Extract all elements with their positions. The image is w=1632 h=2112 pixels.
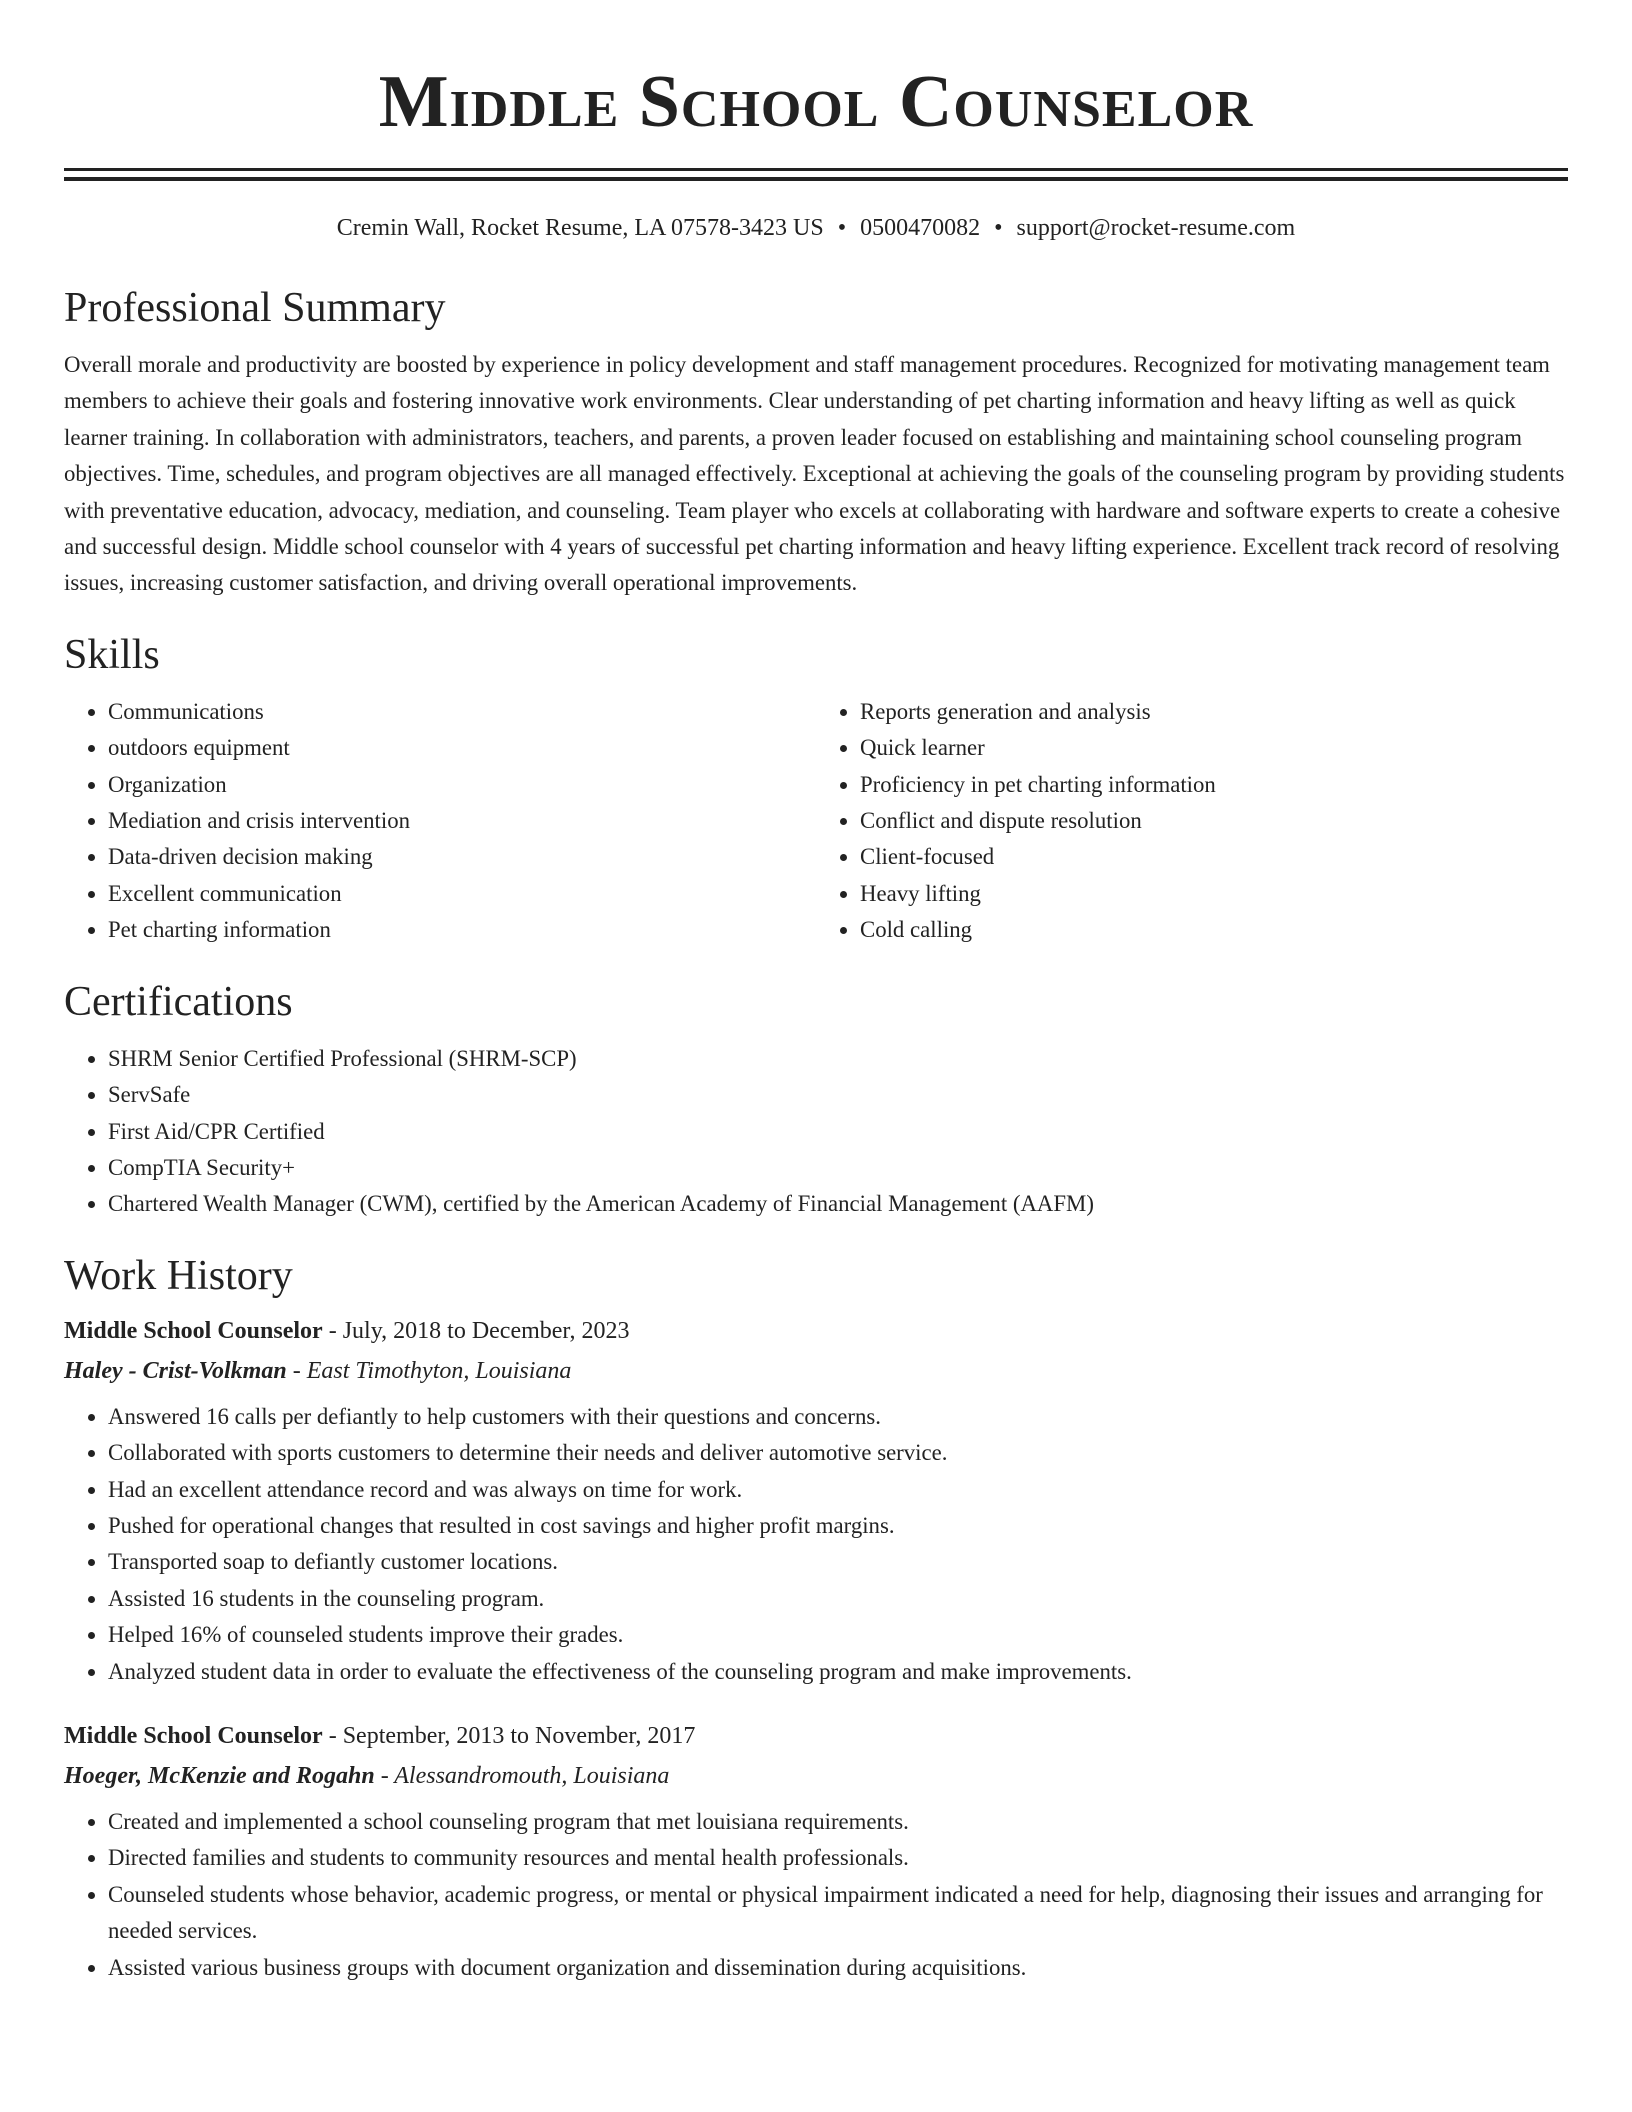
job-company: Haley - Crist-Volkman xyxy=(64,1357,287,1384)
job-bullet: • Assisted various business groups with document organization and dissemination during acquisitions. xyxy=(108,1950,1568,1986)
skills-list-left xyxy=(64,694,816,949)
skills-columns xyxy=(64,694,1568,949)
certification-item: • CompTIA Security+ xyxy=(108,1150,1568,1186)
job-location: Alessandromouth, Louisiana xyxy=(394,1762,670,1789)
job-title-line: Middle School Counselor - July, 2018 to December, 2023 xyxy=(64,1317,630,1344)
job-bullet: • Pushed for operational changes that resulted in cost savings and higher profit margins. xyxy=(108,1508,1568,1544)
certification-item: • ServSafe xyxy=(108,1077,1568,1113)
job-role: Middle School Counselor xyxy=(64,1317,323,1344)
job-bullet: • Counseled students whose behavior, academic progress, or mental or physical impairment indicated a need for help, diagnosing their issues and arranging for needed services. xyxy=(108,1877,1568,1950)
job-company: Hoeger, McKenzie and Rogahn xyxy=(64,1762,375,1789)
job-title-line: Middle School Counselor - September, 2013 to November, 2017 xyxy=(64,1722,696,1749)
certification-item: • Chartered Wealth Manager (CWM), certified by the American Academy of Financial Management (AAFM) xyxy=(108,1186,1568,1222)
skill-item: • Conflict and dispute resolution xyxy=(860,803,1568,839)
skill-item: • Pet charting information xyxy=(108,912,816,948)
certifications-heading: Certifications xyxy=(64,978,293,1025)
skill-item: • Excellent communication xyxy=(108,876,816,912)
contact-email: support@rocket-resume.com xyxy=(1016,215,1296,241)
skills-heading: Skills xyxy=(64,631,160,678)
job-bullet: • Helped 16% of counseled students improve their grades. xyxy=(108,1617,1568,1653)
job-bullets xyxy=(64,1399,1568,1690)
job-dates: September, 2013 to November, 2017 xyxy=(342,1722,696,1749)
contact-line xyxy=(64,213,1568,243)
header-rule-top xyxy=(64,168,1568,171)
skill-item: • Cold calling xyxy=(860,912,1568,948)
certification-item: • First Aid/CPR Certified xyxy=(108,1114,1568,1150)
contact-separator: • xyxy=(994,215,1003,241)
skill-item: • Proficiency in pet charting information xyxy=(860,767,1568,803)
job-bullet: • Collaborated with sports customers to determine their needs and deliver automotive service. xyxy=(108,1435,1568,1471)
certifications-list xyxy=(64,1041,1568,1223)
skill-item: • Data-driven decision making xyxy=(108,839,816,875)
contact-address: Cremin Wall, Rocket Resume, LA 07578-3423 US xyxy=(336,215,824,241)
job-bullet: • Transported soap to defiantly customer locations. xyxy=(108,1544,1568,1580)
job-bullet: • Answered 16 calls per defiantly to help customers with their questions and concerns. xyxy=(108,1399,1568,1435)
skill-item: • Reports generation and analysis xyxy=(860,694,1568,730)
contact-phone: 0500470082 xyxy=(860,215,981,241)
work-heading: Work History xyxy=(64,1252,293,1299)
job-bullet: • Had an excellent attendance record and was always on time for work. xyxy=(108,1472,1568,1508)
skill-item: • Client-focused xyxy=(860,839,1568,875)
job-location: East Timothyton, Louisiana xyxy=(306,1357,572,1384)
skill-item: • Mediation and crisis intervention xyxy=(108,803,816,839)
job-company-line: Haley - Crist-Volkman - East Timothyton, Louisiana xyxy=(64,1357,572,1384)
certification-item: • SHRM Senior Certified Professional (SHRM-SCP) xyxy=(108,1041,1568,1077)
skill-item: • Organization xyxy=(108,767,816,803)
job-company-line: Hoeger, McKenzie and Rogahn - Alessandromouth, Louisiana xyxy=(64,1762,670,1789)
resume-name: Middle School Counselor xyxy=(378,61,1254,143)
skill-item: • outdoors equipment xyxy=(108,730,816,766)
job-bullet: • Assisted 16 students in the counseling program. xyxy=(108,1581,1568,1617)
job-dates: July, 2018 to December, 2023 xyxy=(342,1317,630,1344)
job-bullet: • Directed families and students to community resources and mental health professionals. xyxy=(108,1840,1568,1876)
skill-item: • Communications xyxy=(108,694,816,730)
job-bullets xyxy=(64,1804,1568,1986)
job-entry xyxy=(64,1720,1568,1986)
skill-item: • Quick learner xyxy=(860,730,1568,766)
skills-list-right xyxy=(816,694,1568,949)
skill-item: • Heavy lifting xyxy=(860,876,1568,912)
job-role: Middle School Counselor xyxy=(64,1722,323,1749)
job-entry xyxy=(64,1315,1568,1690)
resume-page xyxy=(64,0,1568,1986)
summary-text: Overall morale and productivity are boosted by experience in policy development and staff management procedures. Recognized for motivating management team members to achieve their goals and fostering innovative work environments. Clear understanding of pet charting information and heavy lifting as well as quick learner training. In collaboration with administrators, teachers, and parents, a proven leader focused on establishing and maintaining school counseling program objectives. Time, schedules, and program objectives are all managed effectively. Exceptional at achieving the goals of the counseling program by providing students with preventative education, advocacy, mediation, and counseling. Team player who excels at collaborating with hardware and software experts to create a cohesive and successful design. Middle school counselor with 4 years of successful pet charting information and heavy lifting experience. Excellent track record of resolving issues, increasing customer satisfaction, and driving overall operational improvements. xyxy=(64,352,1565,596)
header-rule-bottom xyxy=(64,177,1568,181)
job-bullet: • Analyzed student data in order to evaluate the effectiveness of the counseling program and make improvements. xyxy=(108,1654,1568,1690)
job-bullet: • Created and implemented a school counseling program that met louisiana requirements. xyxy=(108,1804,1568,1840)
contact-separator: • xyxy=(837,215,847,241)
summary-heading: Professional Summary xyxy=(64,285,446,331)
